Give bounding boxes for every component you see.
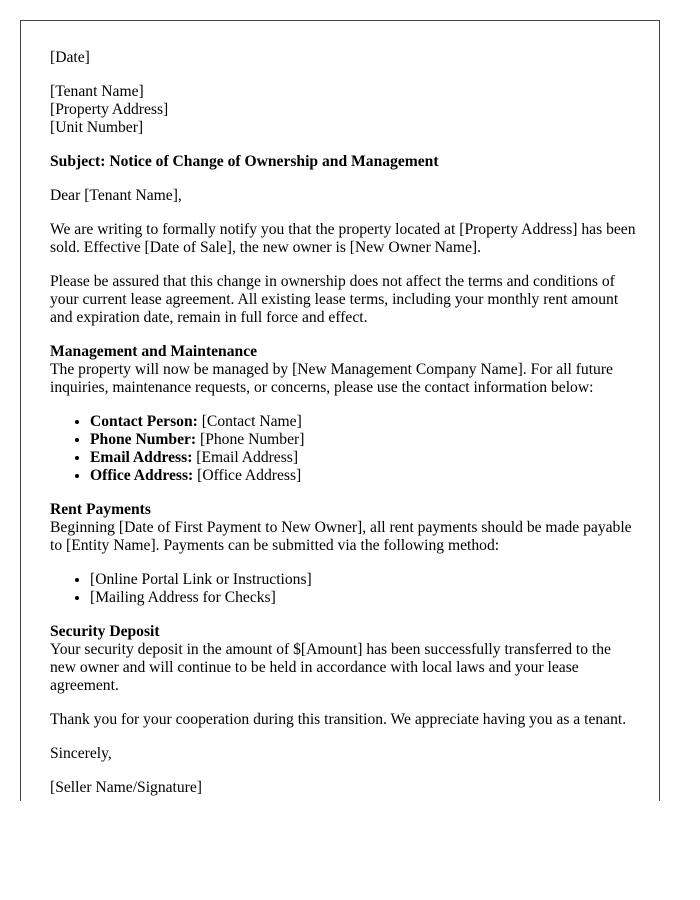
contact-label: Office Address: [90, 467, 194, 484]
rent-paragraph: Beginning [Date of First Payment to New Owner], all rent payments should be made payable to [Entity Name]. Payments can be submitted via the following method: [50, 519, 632, 554]
contact-item-office [90, 467, 640, 485]
assurance-paragraph: Please be assured that this change in ownership does not affect the terms and conditions of your current lease agreement. All existing lease terms, including your monthly rent amount and expiration date, remain in full force and effect. [50, 273, 619, 326]
letter-body [50, 49, 640, 801]
recipient-unit: [Unit Number] [50, 119, 144, 136]
closing: Sincerely, [50, 745, 112, 762]
rent-section [50, 501, 640, 555]
management-paragraph: The property will now be managed by [New Management Company Name]. For all future inquiries, maintenance requests, or concerns, please use the contact information below: [50, 361, 613, 396]
contact-label: Email Address: [90, 449, 193, 466]
deposit-heading: Security Deposit [50, 623, 160, 640]
rent-heading: Rent Payments [50, 501, 151, 518]
contact-value: [Contact Name] [197, 413, 302, 430]
payment-method-item: • [Online Portal Link or Instructions] [90, 571, 640, 589]
payment-method-item: • [Mailing Address for Checks] [90, 589, 640, 607]
recipient-name: [Tenant Name] [50, 83, 144, 100]
contact-item-phone [90, 431, 640, 449]
payment-method-list [50, 571, 640, 607]
contact-item-email [90, 449, 640, 467]
signature: [Seller Name/Signature] [50, 779, 202, 796]
recipient-block [50, 83, 640, 137]
thanks-paragraph: Thank you for your cooperation during this transition. We appreciate having you as a tenant. [50, 711, 627, 728]
recipient-address: [Property Address] [50, 101, 169, 118]
deposit-paragraph: Your security deposit in the amount of $[Amount] has been successfully transferred to the new owner and will continue to be held in accordance with local laws and your lease agreement. [50, 641, 611, 694]
contact-label: Phone Number: [90, 431, 197, 448]
contact-value: [Office Address] [193, 467, 302, 484]
contact-list [50, 413, 640, 485]
management-heading: Management and Maintenance [50, 343, 258, 360]
management-section [50, 343, 640, 397]
contact-value: [Email Address] [192, 449, 299, 466]
contact-label: Contact Person: [90, 413, 198, 430]
deposit-section [50, 623, 640, 695]
letter-page [20, 20, 660, 801]
salutation: Dear [Tenant Name], [50, 187, 182, 204]
intro-paragraph: We are writing to formally notify you that the property located at [Property Address] has been sold. Effective [Date of Sale], the new owner is [New Owner Name]. [50, 221, 636, 256]
contact-item-person [90, 413, 640, 431]
letter-date: [Date] [50, 49, 90, 66]
letter-subject: Subject: Notice of Change of Ownership and Management [50, 153, 439, 170]
contact-value: [Phone Number] [196, 431, 305, 448]
